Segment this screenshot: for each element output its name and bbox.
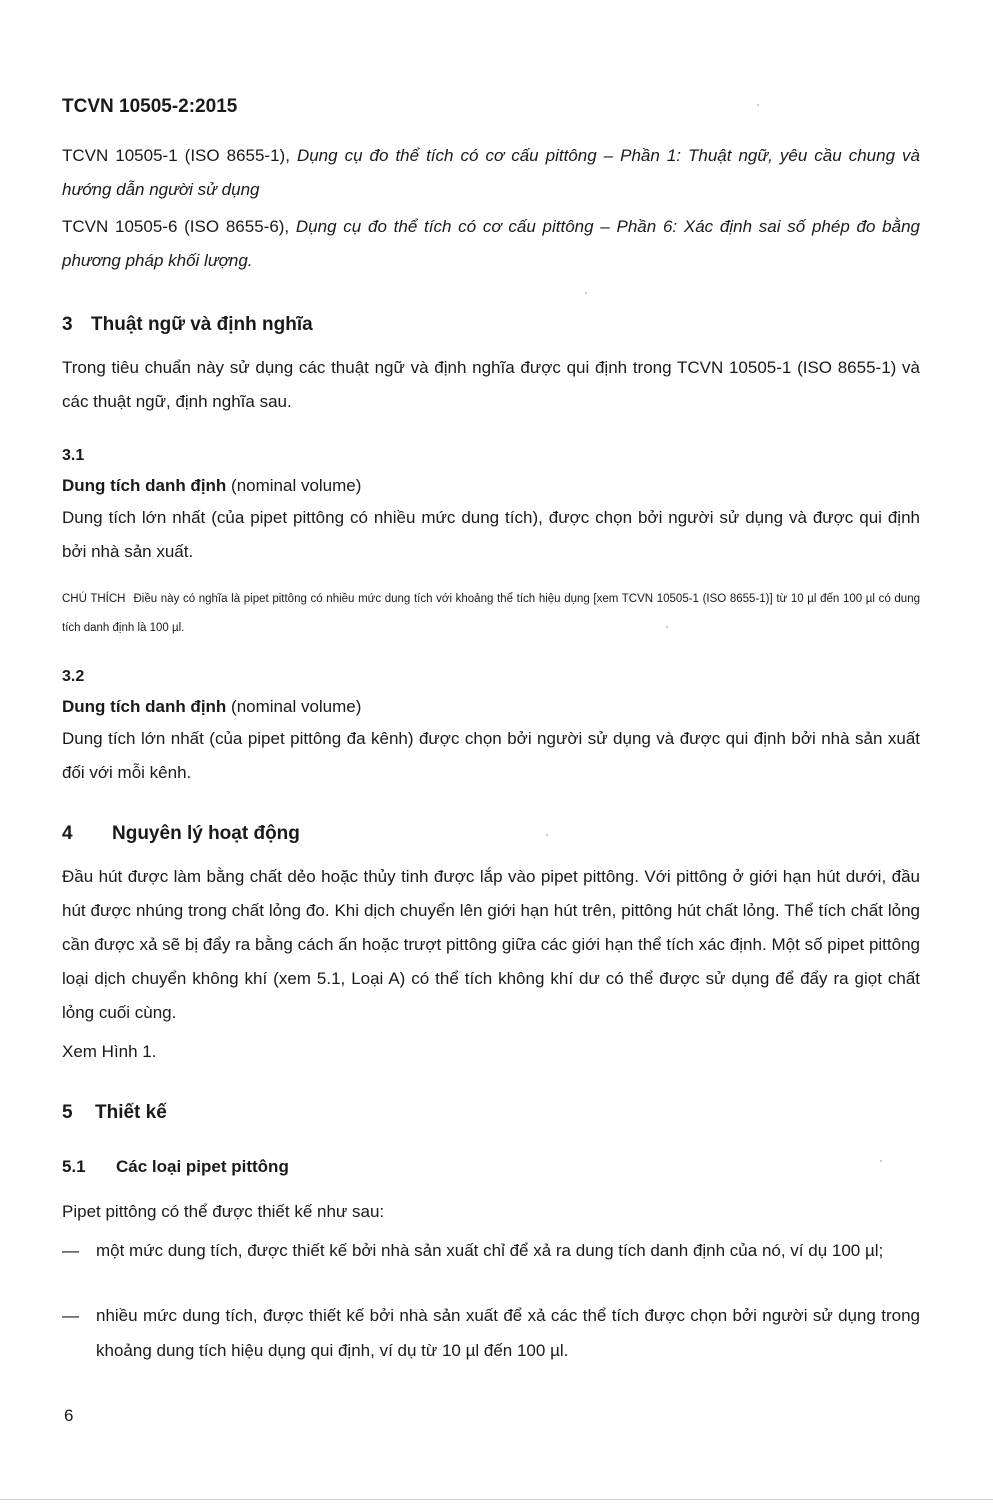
note-label: CHÚ THÍCH — [62, 593, 126, 605]
scan-speck — [585, 292, 587, 294]
section-3-intro: Trong tiêu chuẩn này sử dụng các thuật ngữ và định nghĩa được qui định trong TCVN 10505-1 (ISO 8655-1) và các thuật ngữ, định nghĩa sau. — [62, 358, 920, 411]
reference-1-code: TCVN 10505-1 (ISO 8655-1), — [62, 146, 297, 165]
document-id: TCVN 10505-2:2015 — [62, 96, 238, 117]
section-5-title: Thiết kế — [95, 1102, 167, 1123]
term-3-2-number: 3.2 — [62, 668, 85, 685]
term-3-1-heading — [62, 476, 361, 496]
section-5-number: 5 — [62, 1102, 73, 1123]
term-3-1-number: 3.1 — [62, 447, 85, 464]
term-3-2-english: (nominal volume) — [226, 697, 362, 716]
list-item-text: một mức dung tích, được thiết kế bởi nhà sản xuất chỉ để xả ra dung tích danh định của nó, ví dụ 100 µl; — [96, 1241, 884, 1260]
scan-speck — [880, 1160, 882, 1162]
reference-1 — [62, 139, 920, 207]
subsection-5-1-intro: Pipet pittông có thể được thiết kế như sau: — [62, 1202, 385, 1221]
subsection-5-1-number: 5.1 — [62, 1157, 86, 1176]
reference-2 — [62, 210, 920, 278]
list-dash: — — [62, 1306, 79, 1325]
section-3-title: Thuật ngữ và định nghĩa — [91, 314, 313, 335]
list-item — [62, 1233, 920, 1268]
term-3-1-english: (nominal volume) — [226, 476, 362, 495]
subsection-5-1-heading — [62, 1157, 289, 1177]
section-5-heading — [62, 1102, 167, 1124]
section-4-body: Đầu hút được làm bằng chất dẻo hoặc thủy tinh được lắp vào pipet pittông. Với pittông ở giới hạn hút dưới, đầu hút được nhúng trong chất lỏng đo. Khi dịch chuyển lên giới hạn hút trên, pittông hút chất lỏng. Thể tích chất lỏng cần được xả sẽ bị đẩy ra bằng cách ấn hoặc trượt pittông giữa các giới hạn thể tích xác định. Một số pipet pittông loại dịch chuyển không khí (xem 5.1, Loại A) có thể tích không khí dư có thể được sử dụng để đẩy ra giọt chất lỏng cuối cùng. — [62, 867, 920, 1022]
subsection-5-1-title: Các loại pipet pittông — [116, 1157, 289, 1176]
term-3-2-heading — [62, 697, 361, 717]
term-3-1-term: Dung tích danh định — [62, 476, 227, 495]
scan-speck — [666, 626, 668, 628]
section-4-title: Nguyên lý hoạt động — [112, 823, 300, 844]
term-3-2-definition: Dung tích lớn nhất (của pipet pittông đa kênh) được chọn bởi người sử dụng và được qui định bởi nhà sản xuất đối với mỗi kênh. — [62, 729, 920, 782]
section-4-number: 4 — [62, 823, 73, 844]
reference-1-title: Dụng cụ đo thể tích có cơ cấu pittông – Phần 1: Thuật ngữ, yêu cầu chung và hướng dẫn người sử dụng — [62, 146, 920, 199]
list-item — [62, 1298, 920, 1368]
section-3-number: 3 — [62, 314, 73, 335]
term-3-1-definition: Dung tích lớn nhất (của pipet pittông có nhiều mức dung tích), được chọn bởi người sử dụng và được qui định bởi nhà sản xuất. — [62, 508, 920, 561]
section-4-heading — [62, 823, 300, 845]
page-number: 6 — [64, 1406, 74, 1425]
reference-2-code: TCVN 10505-6 (ISO 8655-6), — [62, 217, 296, 236]
term-3-1-note — [62, 585, 920, 643]
list-item-text: nhiều mức dung tích, được thiết kế bởi nhà sản xuất để xả các thể tích được chọn bởi người sử dụng trong khoảng dung tích hiệu dụng qui định, ví dụ từ 10 µl đến 100 µl. — [96, 1306, 920, 1360]
bottom-edge-line — [0, 1499, 993, 1500]
note-text: Điều này có nghĩa là pipet pittông có nhiều mức dung tích với khoảng thể tích hiệu dụng [xem TCVN 10505-1 (ISO 8655-1)] từ 10 µl đến 100 µl có dung tích danh định là 100 µl. — [62, 593, 920, 634]
term-3-2-term: Dung tích danh định — [62, 697, 227, 716]
section-4-see-figure: Xem Hình 1. — [62, 1042, 157, 1061]
reference-2-title: Dụng cụ đo thể tích có cơ cấu pittông – Phần 6: Xác định sai số phép đo bằng phương pháp khối lượng. — [62, 217, 920, 270]
scan-speck — [546, 834, 548, 836]
scan-speck — [757, 104, 759, 106]
section-3-heading — [62, 314, 313, 336]
list-dash: — — [62, 1241, 79, 1260]
